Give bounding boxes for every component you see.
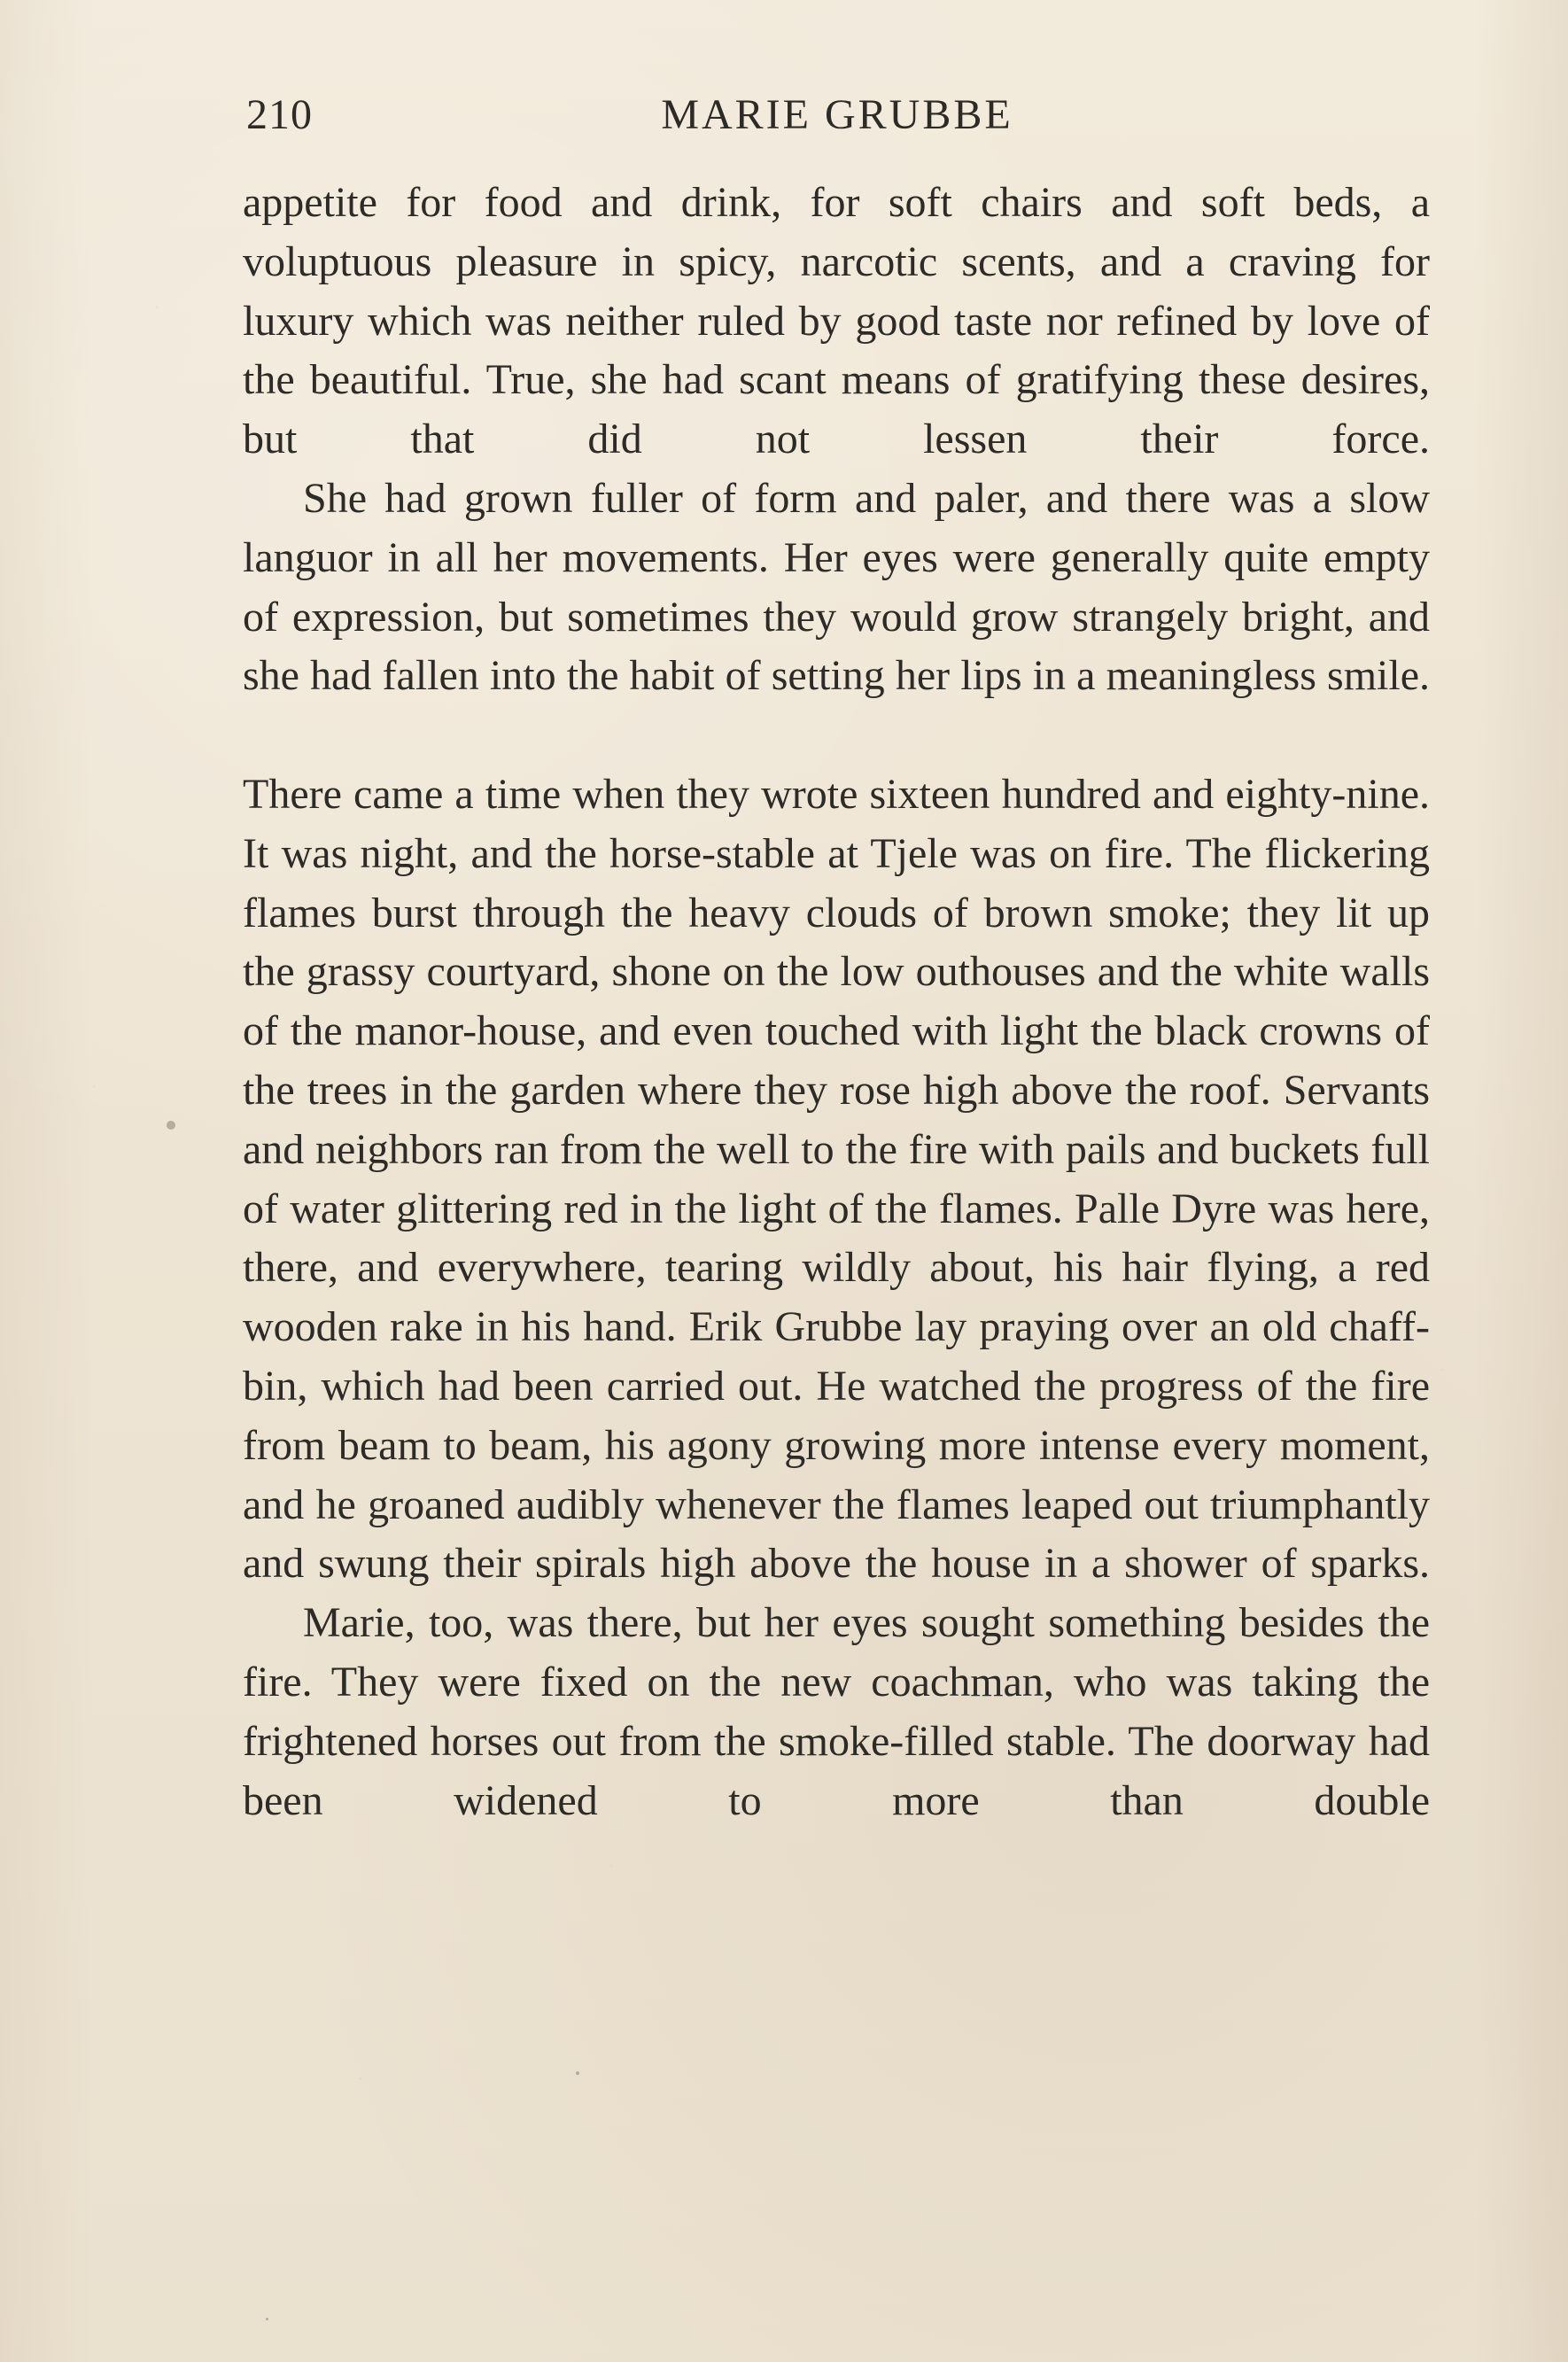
main-text-block bbox=[243, 174, 1430, 2078]
page-mark-speck-2 bbox=[266, 2318, 268, 2320]
page-mark-dot bbox=[167, 1121, 175, 1130]
paragraph-4: Marie, too, was there, but her eyes sought something besides the fire. They were fixed on the new coachman, who was taking the frightened horses out from the smoke-filled stable. The doorway had been widened to more than double bbox=[243, 1599, 1430, 1824]
paragraph-1: appetite for food and drink, for soft chairs and soft beds, a voluptuous pleasure in spicy, narcotic scents, and a craving for luxury which was neither ruled by good taste nor refined by love of the beautiful. True, she had scant means of gratifying these desires, but that did not lessen their force. bbox=[243, 179, 1430, 463]
book-title: MARIE GRUBBE bbox=[661, 91, 1013, 138]
paragraph-2: She had grown fuller of form and paler, and there was a slow languor in all her movements. Her eyes were generally quite empty of expression, but sometimes they would grow strangely bright, and she had fallen into the habit of setting her lips in a meaningless smile. bbox=[243, 474, 1430, 700]
paragraph-3: There came a time when they wrote sixteen hundred and eighty-nine. It was night, and the horse-stable at Tjele was on fire. The flickering flames burst through the heavy clouds of brown smoke; they lit up the grassy courtyard, shone on the low outhouses and the white walls of the manor-house, and even touched with light the black crowns of the trees in the garden where they rose high above the roof. Servants and neighbors ran from the well to the fire with pails and buckets full of water glittering red in the light of the flames. Palle Dyre was here, there, and everywhere, tearing wildly about, his hair flying, a red wooden rake in his hand. Erik Grubbe lay praying over an old chaff-bin, which had been carried out. He watched the progress of the fire from beam to beam, his agony growing more intense every moment, and he groaned audibly whenever the flames leaped out triumphantly and swung their spirals high above the house in a shower of sparks. bbox=[243, 770, 1430, 1588]
page-number: 210 bbox=[246, 91, 313, 138]
running-head bbox=[246, 90, 1428, 144]
